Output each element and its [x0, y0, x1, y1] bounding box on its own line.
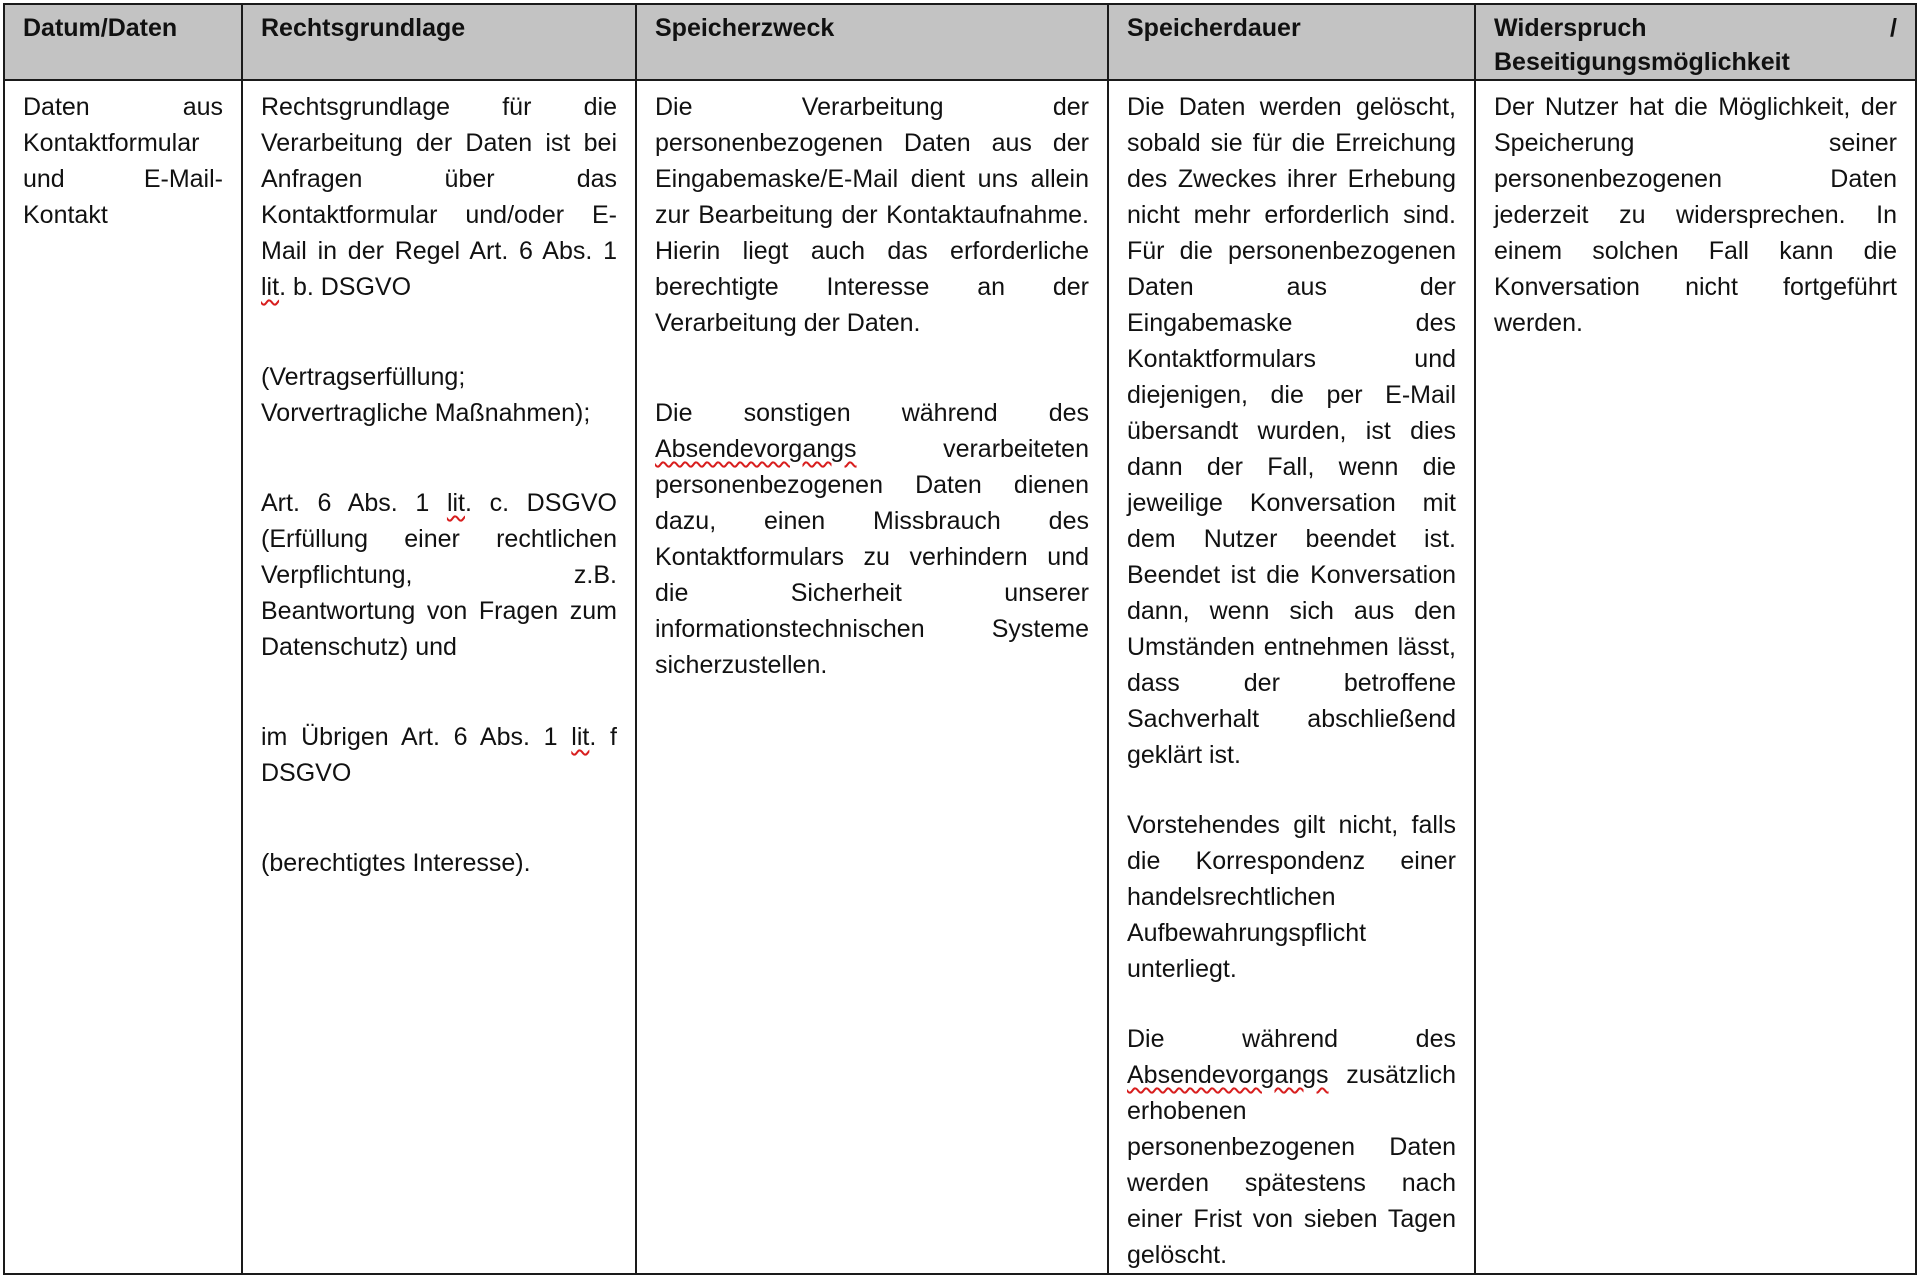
- header-widerspruch-separator: /: [1890, 14, 1897, 42]
- rechtsgrundlage-p4-end: . f DSGVO: [261, 723, 617, 787]
- rechtsgrundlage-p1-end: . b. DSGVO: [279, 273, 412, 301]
- rechtsgrundlage-p1-text: Rechtsgrundlage für die Verarbeitung der Daten ist bei Anfragen über das Kontaktformular und/oder E-Mail in der Regel Art. 6 Abs. 1: [261, 93, 617, 265]
- cell-rechtsgrundlage: [242, 80, 636, 1274]
- spellcheck-absendevorgangs-2: Absendevorgangs: [1127, 1061, 1329, 1089]
- header-speicherzweck: Speicherzweck: [636, 4, 1108, 80]
- data-processing-table: [3, 3, 1917, 1275]
- header-beseitigung-label: Beseitigungsmöglichkeit: [1494, 48, 1790, 76]
- spellcheck-lit-1: lit: [261, 273, 280, 301]
- header-rechtsgrundlage: Rechtsgrundlage: [242, 4, 636, 80]
- header-widerspruch-line1: [1494, 11, 1897, 45]
- rechtsgrundlage-paragraph-5: (berechtigtes Interesse).: [261, 849, 531, 877]
- speicherdauer-paragraph-3: [1127, 1021, 1456, 1273]
- rechtsgrundlage-p4-text: im Übrigen Art. 6 Abs. 1: [261, 723, 572, 751]
- speicherzweck-paragraph-1: Die Verarbeitung der personenbezogenen Daten aus der Eingabemaske/E-Mail dient uns allein zur Bearbeitung der Kontaktaufnahme. Hierin liegt auch das erforderliche berechtigte Interesse an der Verarbeitung der Daten.: [655, 93, 1089, 337]
- cell-speicherdauer: [1108, 80, 1475, 1274]
- header-widerspruch: [1475, 4, 1916, 80]
- rechtsgrundlage-paragraph-2: (Vertragserfüllung; Vorvertragliche Maßnahmen);: [261, 363, 591, 427]
- cell-widerspruch: [1475, 80, 1916, 1274]
- spellcheck-absendevorgangs-1: Absendevorgangs: [655, 435, 857, 463]
- cell-daten: [4, 80, 242, 1274]
- rechtsgrundlage-p3-text: Art. 6 Abs. 1: [261, 489, 447, 517]
- speicherzweck-paragraph-2: [655, 395, 1089, 683]
- header-datum-daten: Datum/Daten: [4, 4, 242, 80]
- spellcheck-lit-3: lit: [571, 723, 590, 751]
- rechtsgrundlage-paragraph-4: [261, 719, 617, 791]
- cell-speicherzweck: [636, 80, 1108, 1274]
- rechtsgrundlage-paragraph-1: [261, 89, 617, 305]
- header-row: [4, 4, 1916, 80]
- header-widerspruch-label: Widerspruch: [1494, 14, 1647, 42]
- header-speicherdauer: Speicherdauer: [1108, 4, 1475, 80]
- rechtsgrundlage-paragraph-3: [261, 485, 617, 665]
- daten-text: Daten aus Kontaktformular und E-Mail-Kontakt: [23, 93, 223, 229]
- speicherdauer-p3-end: zusätzlich erhobenen personenbezogenen Daten werden spätestens nach einer Frist von sieben Tagen gelöscht.: [1127, 1061, 1456, 1269]
- speicherdauer-p3-text: Die während des: [1127, 1025, 1456, 1053]
- speicherzweck-p2-text: Die sonstigen während des: [655, 399, 1089, 427]
- rechtsgrundlage-p3-end: . c. DSGVO (Erfüllung einer rechtlichen Verpflichtung, z.B. Beantwortung von Fragen zum Datenschutz) und: [261, 489, 617, 661]
- speicherdauer-paragraph-1: Die Daten werden gelöscht, sobald sie für die Erreichung des Zweckes ihrer Erhebung nicht mehr erforderlich sind. Für die personenbezogenen Daten aus der Eingabemaske des Kontaktformulars und diejenigen, die per E-Mail übersandt wurden, ist dies dann der Fall, wenn die jeweilige Konversation mit dem Nutzer beendet ist. Beendet ist die Konversation dann, wenn sich aus den Umständen entnehmen lässt, dass der betroffene Sachverhalt abschließend geklärt ist.: [1127, 93, 1456, 769]
- speicherdauer-paragraph-2: Vorstehendes gilt nicht, falls die Korrespondenz einer handelsrechtlichen Aufbewahrungspflicht unterliegt.: [1127, 811, 1456, 983]
- table-row: [4, 80, 1916, 1274]
- widerspruch-text: Der Nutzer hat die Möglichkeit, der Speicherung seiner personenbezogenen Daten jederzeit zu widersprechen. In einem solchen Fall kann die Konversation nicht fortgeführt werden.: [1494, 93, 1897, 337]
- spellcheck-lit-2: lit: [446, 489, 465, 517]
- speicherzweck-p2-end: verarbeiteten personenbezogenen Daten dienen dazu, einen Missbrauch des Kontaktformulars zu verhindern und die Sicherheit unserer informationstechnischen Systeme sicherzustellen.: [655, 435, 1089, 679]
